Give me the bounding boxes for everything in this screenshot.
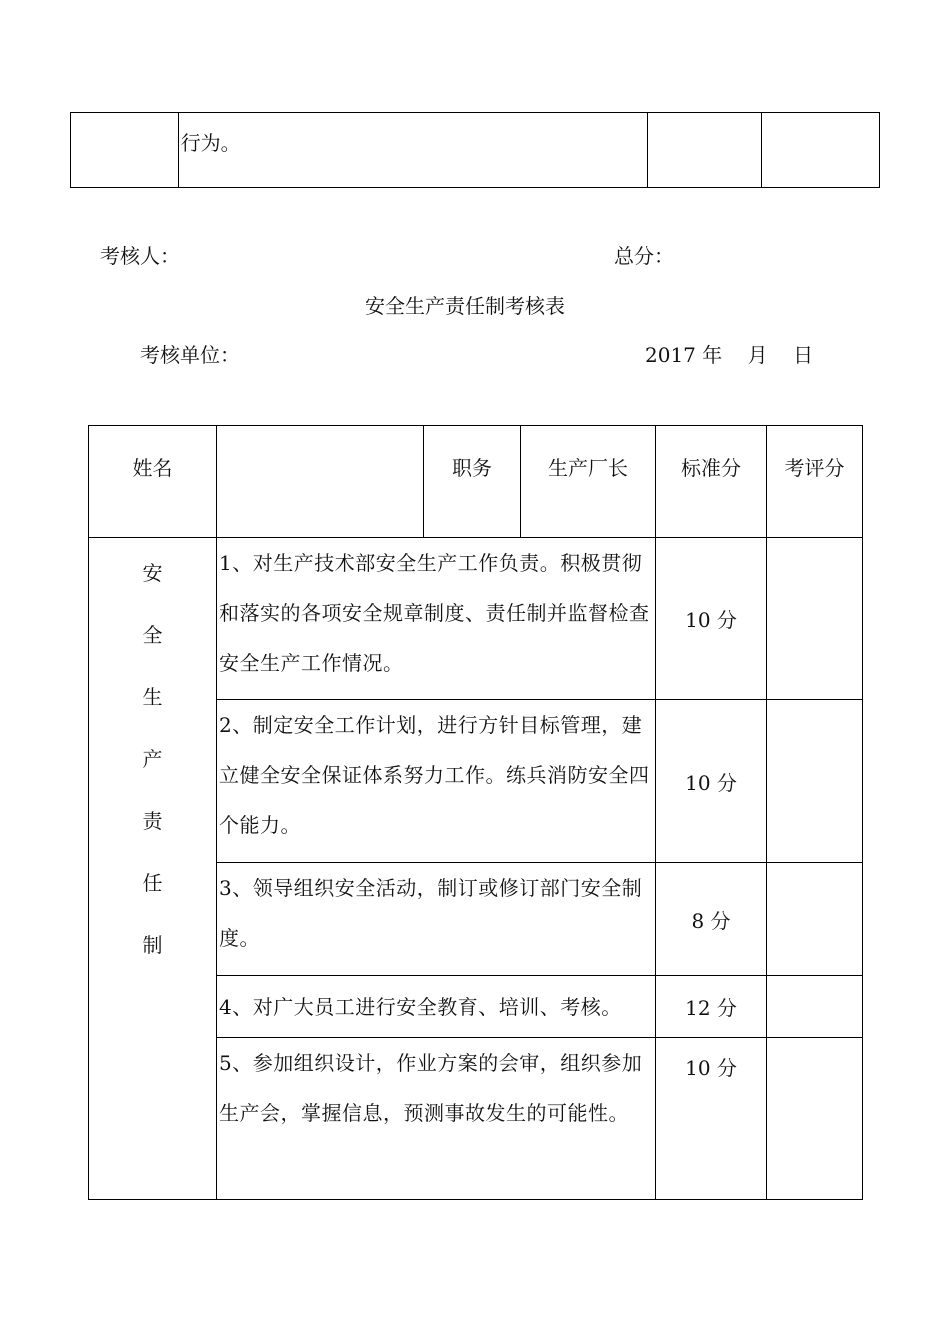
- table-cell: [647, 113, 762, 188]
- assessed-score-header: 考评分: [767, 426, 863, 538]
- category-char: 责: [142, 809, 163, 833]
- standard-score: 10 分: [656, 538, 767, 700]
- assessed-score: [767, 700, 863, 863]
- category-char: 安: [142, 561, 163, 585]
- date-text: 2017 年 月 日: [645, 343, 814, 367]
- category-char: 制: [142, 933, 163, 957]
- name-label: 姓名: [89, 426, 217, 538]
- unit-label: 考核单位：: [140, 343, 240, 367]
- category-char: 产: [142, 747, 163, 771]
- standard-score: 12 分: [656, 976, 767, 1038]
- table-cell: [762, 113, 880, 188]
- header-row: [89, 426, 863, 538]
- continuation-table: [70, 112, 880, 188]
- table-row: [89, 538, 863, 700]
- standard-score: 10 分: [656, 700, 767, 863]
- position-value: 生产厂长: [521, 426, 656, 538]
- name-value: [217, 426, 424, 538]
- assessed-score: [767, 863, 863, 976]
- category-cell: [89, 538, 217, 1200]
- position-label: 职务: [424, 426, 521, 538]
- item-text: 4、对广大员工进行安全教育、培训、考核。: [217, 976, 656, 1038]
- standard-score: 10 分: [656, 1038, 767, 1200]
- standard-score: 8 分: [656, 863, 767, 976]
- assessed-score: [767, 976, 863, 1038]
- category-char: 全: [142, 623, 163, 647]
- category-char: 生: [142, 685, 163, 709]
- category-char: 任: [142, 871, 163, 895]
- assessment-table: [88, 425, 863, 1200]
- continuation-text: 行为。: [178, 113, 647, 188]
- item-text: 3、领导组织安全活动，制订或修订部门安全制度。: [217, 863, 656, 976]
- total-score-label: 总分：: [614, 244, 674, 268]
- item-text: 2、制定安全工作计划，进行方针目标管理，建立健全安全保证体系努力工作。练兵消防安全四个能力。: [217, 700, 656, 863]
- item-text: 5、参加组织设计，作业方案的会审，组织参加生产会，掌握信息，预测事故发生的可能性。: [217, 1038, 656, 1200]
- item-text: 1、对生产技术部安全生产工作负责。积极贯彻和落实的各项安全规章制度、责任制并监督检查安全生产工作情况。: [217, 538, 656, 700]
- standard-score-header: 标准分: [656, 426, 767, 538]
- assessed-score: [767, 1038, 863, 1200]
- form-title: 安全生产责任制考核表: [365, 294, 565, 318]
- table-cell: [71, 113, 179, 188]
- assessor-label: 考核人：: [100, 244, 180, 268]
- table-row: [71, 113, 880, 188]
- assessed-score: [767, 538, 863, 700]
